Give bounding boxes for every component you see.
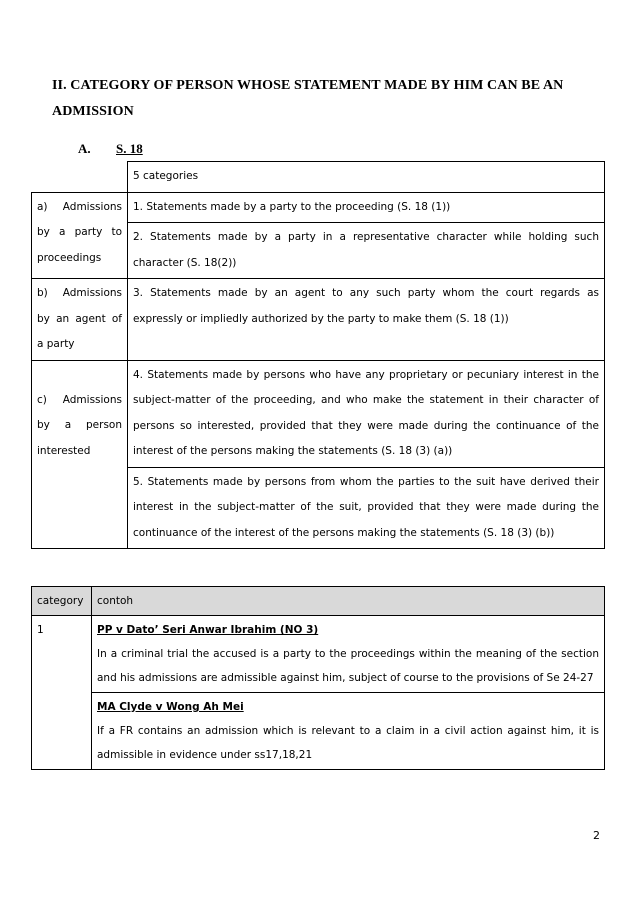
table-row — [32, 192, 605, 223]
page-number: 2 — [593, 829, 600, 842]
category-text: c) Admissions by a person interested — [37, 393, 122, 457]
table-row — [32, 360, 605, 467]
subsection-section: S. 18 — [116, 141, 143, 156]
categories-table — [31, 161, 605, 549]
table-row — [32, 616, 605, 693]
column-header-contoh: contoh — [92, 587, 605, 616]
section-heading: II. CATEGORY OF PERSON WHOSE STATEMENT MADE BY HIM CAN BE AN ADMISSION — [52, 78, 564, 119]
statement-cell: 5. Statements made by persons from whom the parties to the suit have derived their interest in the subject-matter of the suit, provided that they were made during the continuance of the interest of the persons making the statements (S. 18 (3) (b)) — [128, 467, 605, 549]
statement-cell: 1. Statements made by a party to the proceeding (S. 18 (1)) — [128, 192, 605, 223]
case-cell — [92, 693, 605, 770]
subsection-letter: A. — [78, 141, 91, 156]
category-number-cell: 1 — [32, 616, 92, 770]
table-header-cell: 5 categories — [128, 162, 605, 193]
category-cell — [32, 360, 128, 549]
statement-cell: 4. Statements made by persons who have any proprietary or pecuniary interest in the subject-matter of the proceeding, and who make the statement in their character of persons so interested, provided that they were made during the continuance of the interest of the persons making the statements (S. 18 (3) (a)) — [128, 360, 605, 467]
table-row — [32, 162, 605, 193]
category-cell: a) Admissions by a party to proceedings — [32, 192, 128, 279]
case-name: PP v Dato’ Seri Anwar Ibrahim (NO 3) — [97, 624, 319, 636]
category-cell: b) Admissions by an agent of a party — [32, 279, 128, 361]
case-cell — [92, 616, 605, 693]
statement-cell: 2. Statements made by a party in a representative character while holding such character (S. 18(2)) — [128, 223, 605, 279]
subsection-heading — [78, 139, 143, 159]
table-row — [32, 279, 605, 361]
statement-cell: 3. Statements made by an agent to any such party whom the court regards as expressly or impliedly authorized by the party to make them (S. 18 (1)) — [128, 279, 605, 361]
table-header-row — [32, 587, 605, 616]
case-text: If a FR contains an admission which is relevant to a claim in a civil action against him, it is admissible in evidence under ss17,18,21 — [97, 725, 599, 761]
column-header-category: category — [32, 587, 92, 616]
case-name: MA Clyde v Wong Ah Mei — [97, 701, 244, 713]
case-text: In a criminal trial the accused is a party to the proceedings within the meaning of the section and his admissions are admissible against him, subject of course to the provisions of Se 24-27 — [97, 648, 599, 684]
table-row — [32, 693, 605, 770]
examples-table — [31, 586, 605, 770]
